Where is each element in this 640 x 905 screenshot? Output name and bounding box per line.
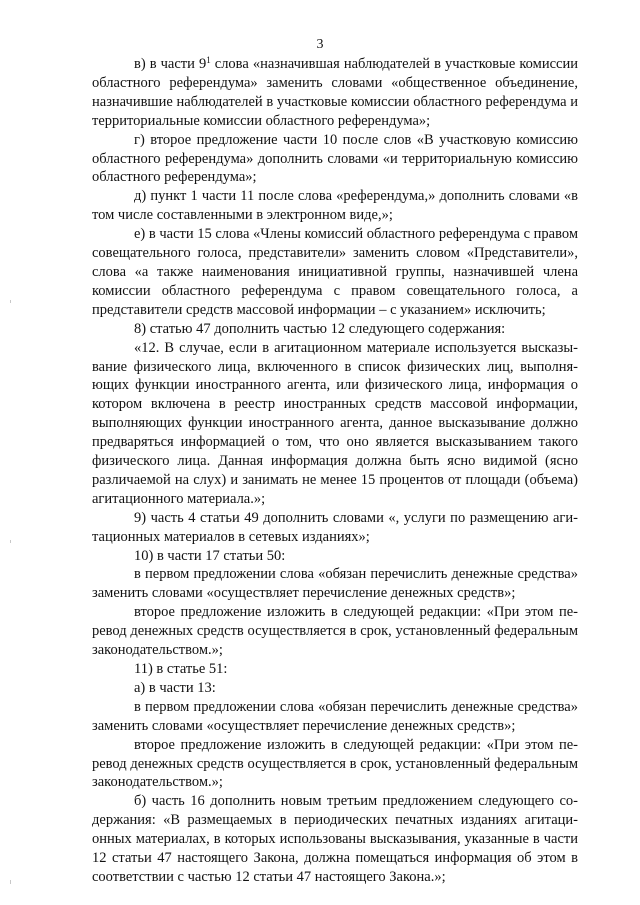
paragraph-item-10-second: второе предложение изложить в следующей редакции: «При этом перевод денежных средств осуществляется в срок, установленный федеральным законодательством.»; — [92, 604, 578, 659]
paragraph-item-10-first: в первом предложении слова «обязан перечислить денежные средства» заменить словами «осуществляет перечисление денежных средств»; — [92, 566, 578, 602]
scan-mark — [10, 540, 11, 543]
paragraph-item-8: 8) статью 47 дополнить частью 12 следующего содержания: — [134, 320, 506, 337]
paragraph-item-11-b: б) часть 16 дополнить новым третьим предложением следующего содержания: «В размещаемых в периодических печатных изданиях агитационных материалах, в которых использованы высказывания, указанные в части 12 статьи 47 настоящего Закона, должна помещаться информация об этом в соответствии с частью 12 статьи 47 настоящего Закона.»; — [92, 793, 578, 885]
scan-mark — [10, 300, 11, 303]
paragraph-item-10: 10) в части 17 статьи 50: — [134, 547, 286, 564]
paragraph-item-11-a-first: в первом предложении слова «обязан перечислить денежные средства» заменить словами «осуществляет перечисление денежных средств»; — [92, 698, 578, 734]
page-number: 3 — [316, 37, 324, 52]
paragraph-part-12-text: «12. В случае, если в агитационном материале используется высказывание физического лица, включенного в список физических лиц, выполняющих функции иностранного агента, или физического лица, информация о котором включена в реестр иностранных средств массовой информации, выполняющих функции иностранного агента, данное высказывание должно предваряться информацией о том, что оно является высказыванием такого физического лица. Данная информация должна быть ясно видимой (ясно различаемой на слух) и занимать не менее 15 процентов от площади (объема) агитационного материала.»; — [92, 339, 578, 507]
document-body — [92, 55, 578, 887]
paragraph-d: д) пункт 1 части 11 после слова «референдума,» дополнить словами «в том числе составленными в электронном виде,»; — [92, 188, 578, 224]
paragraph-v — [92, 55, 578, 131]
scan-mark — [10, 880, 11, 884]
paragraph-e: е) в части 15 слова «Члены комиссий областного референдума с правом совещательного голоса, представители» заменить словом «Представители», слова «а также наименования инициативной группы, назначившей члена комиссии областного референдума с правом совещательного голоса, а представители средств массовой информации – с указанием» исключить; — [92, 226, 579, 318]
superscript: 1 — [206, 55, 211, 65]
paragraph-g: г) второе предложение части 10 после слов «В участковую комиссию областного референдума» дополнить словами «и территориальную комиссию областного референдума»; — [92, 131, 578, 186]
paragraph-item-9: 9) часть 4 статьи 49 дополнить словами «, услуги по размещению агитационных материалов в сетевых изданиях»; — [92, 509, 578, 545]
paragraph-v-end: слова «назначившая наблюдателей в участковые комиссии областного референдума» заменить словами «общественное объединение, назначившие наблюдателей в участковые комиссии областного референдума и территориальные комиссии областного референдума»; — [92, 56, 578, 129]
paragraph-v-start: в) в части 9 — [134, 56, 207, 72]
paragraph-item-11-a: а) в части 13: — [134, 679, 216, 696]
paragraph-item-11: 11) в статье 51: — [134, 661, 228, 677]
paragraph-item-11-a-second: второе предложение изложить в следующей редакции: «При этом перевод денежных средств осуществляется в срок, установленный федеральным законодательством.»; — [92, 736, 578, 791]
